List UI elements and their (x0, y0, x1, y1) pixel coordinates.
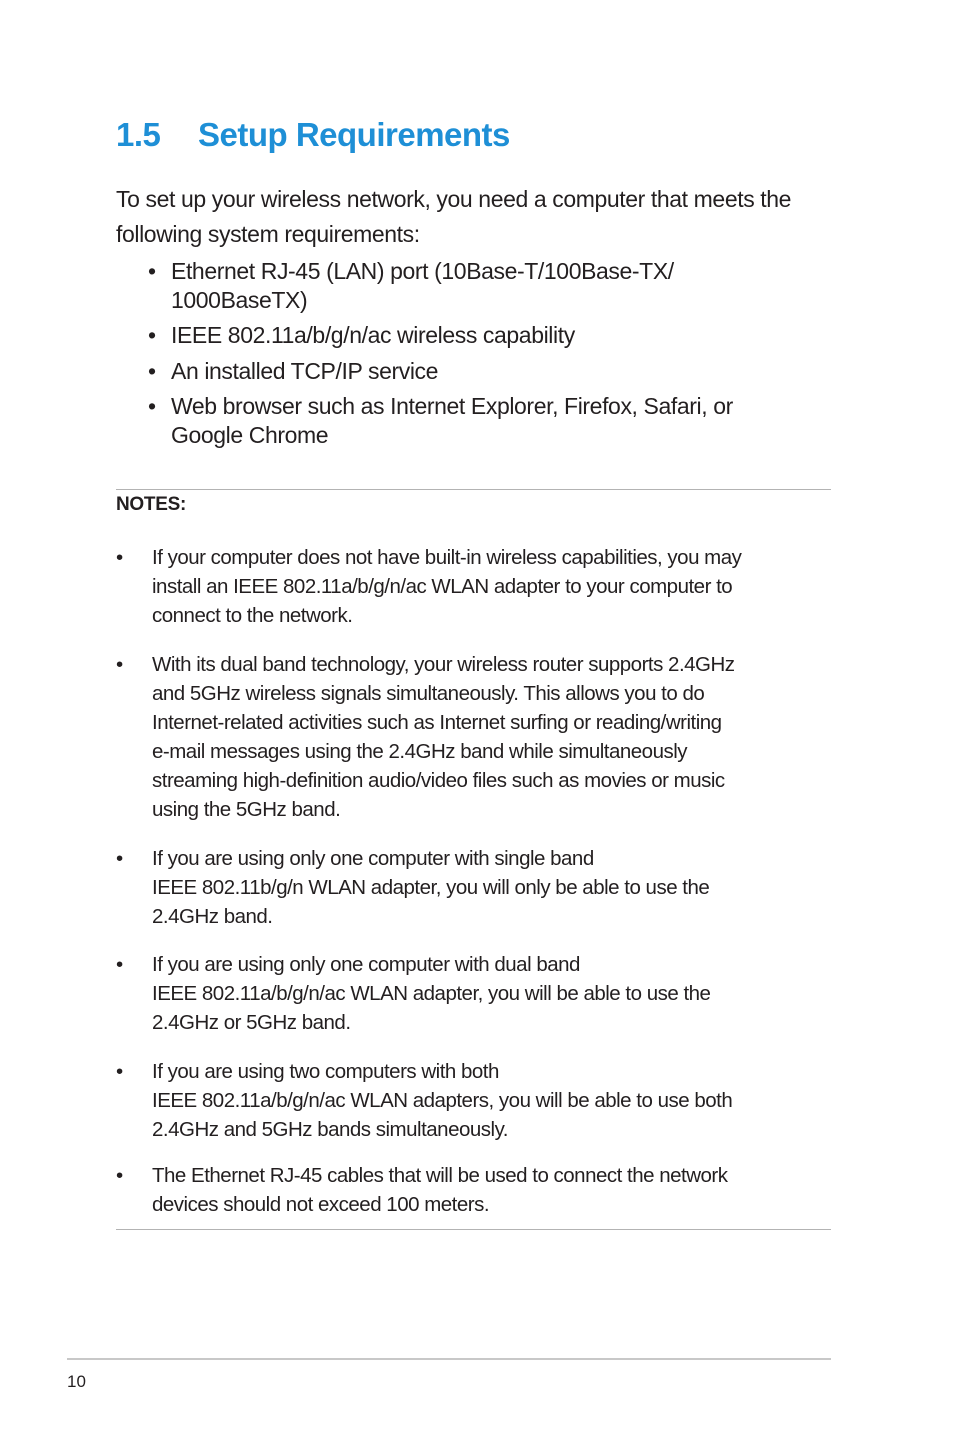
note-text: If you are using two computers with both IEEE 802.11a/b/g/n/ac WLAN adapters, you will be able to use both 2.4GHz and 5GHz bands simultaneously. (152, 1060, 733, 1141)
bullet: • (116, 1164, 123, 1187)
bullet: • (116, 1060, 123, 1083)
requirement-text: An installed TCP/IP service (171, 358, 439, 384)
bullet: • (148, 258, 156, 284)
bullet: • (116, 653, 123, 676)
bullet: • (116, 847, 123, 870)
intro-paragraph: To set up your wireless network, you need a computer that meets the following system requirements: (116, 186, 792, 247)
requirement-text: Ethernet RJ-45 (LAN) port (10Base-T/100Base-TX/ 1000BaseTX) (171, 258, 674, 313)
page-number: 10 (67, 1372, 86, 1391)
bullet: • (148, 393, 156, 419)
notes-bottom-rule (116, 1229, 831, 1230)
note-text: If your computer does not have built-in wireless capabilities, you may install an IEEE 802.11a/b/g/n/ac WLAN adapter to your computer to connect to the network. (152, 546, 742, 627)
bullet: • (116, 546, 123, 569)
notes-heading: NOTES: (116, 494, 186, 515)
requirement-text: IEEE 802.11a/b/g/n/ac wireless capability (171, 322, 575, 348)
section-number: 1.5 (116, 116, 161, 153)
footer-rule (67, 1358, 831, 1360)
bullet: • (148, 358, 156, 384)
notes-top-rule (116, 489, 831, 490)
bullet: • (148, 322, 156, 348)
note-text: The Ethernet RJ-45 cables that will be used to connect the network devices should not exceed 100 meters. (152, 1164, 728, 1216)
note-text: If you are using only one computer with single band IEEE 802.11b/g/n WLAN adapter, you will only be able to use the 2.4GHz band. (152, 847, 710, 928)
section-title: Setup Requirements (198, 116, 510, 153)
bullet: • (116, 953, 123, 976)
note-text: If you are using only one computer with dual band IEEE 802.11a/b/g/n/ac WLAN adapter, you will be able to use the 2.4GHz or 5GHz band. (152, 953, 711, 1034)
note-text: With its dual band technology, your wireless router supports 2.4GHz and 5GHz wireless signals simultaneously. This allows you to do Internet-related activities such as Internet surfing or reading/writing e-mail messages using the 2.4GHz band while simultaneously streaming high-definition audio/video files such as movies or music using the 5GHz band. (152, 653, 735, 821)
requirement-text: Web browser such as Internet Explorer, Firefox, Safari, or Google Chrome (171, 393, 733, 448)
